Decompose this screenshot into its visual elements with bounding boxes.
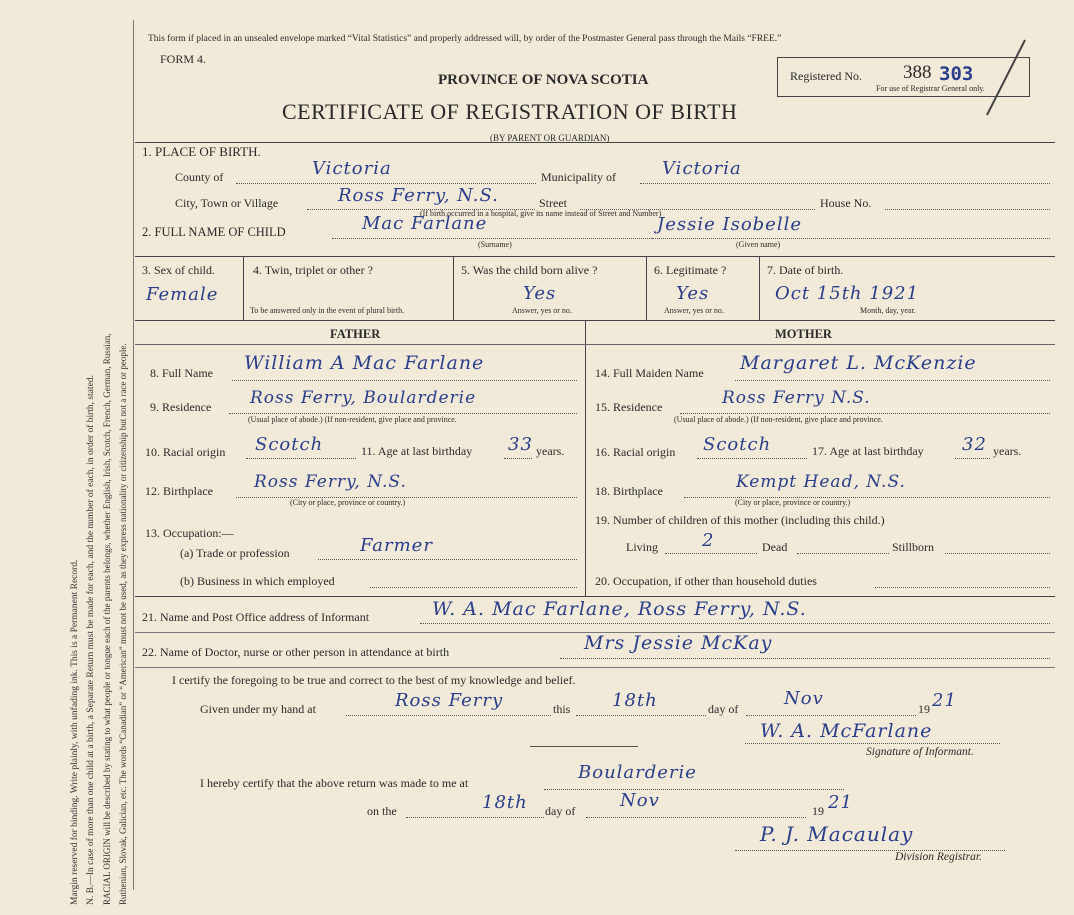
informant-signature: W. A. McFarlane [760,720,933,742]
month-line [746,715,916,716]
registrar-note: For use of Registrar General only. [876,84,985,93]
doctor-value: Mrs Jessie McKay [584,632,773,654]
twin-note: To be answered only in the event of plural birth. [250,306,405,315]
mother-bp-note: (City or place, province or country.) [735,498,851,507]
row22-rule [135,667,1055,668]
mother-res-note: (Usual place of abode.) (If non-resident, give place and province. [674,415,883,424]
mother-name-label: 14. Full Maiden Name [595,366,704,380]
registered-stamp: 303 [939,63,974,85]
mother-name-line [735,380,1050,381]
mother-occ-label: 20. Occupation, if other than household duties [595,574,817,588]
registrar-dayof-label: day of [545,804,576,818]
place-of-birth-label: 1. PLACE OF BIRTH. [142,144,261,159]
mother-dead-line [797,553,889,554]
margin-note-1: Margin reserved for binding. Write plainly, with unfading ink. This is a Permanent Record. [70,559,80,905]
alive-label: 5. Was the child born alive ? [461,263,598,277]
cert-year-suffix: 21 [932,690,957,711]
registered-label: Registered No. [790,69,862,83]
parents-divider [585,320,586,596]
mother-living-line [665,553,757,554]
sex-value: Female [146,284,219,305]
father-trade-label: (a) Trade or profession [180,546,290,560]
father-race-line [246,458,356,459]
alive-note: Answer, yes or no. [512,306,572,315]
row3-div-2 [453,256,454,320]
cert-month: Nov [784,688,824,709]
street-label: Street [539,196,567,210]
dob-label: 7. Date of birth. [767,263,844,277]
doctor-line [560,658,1050,659]
father-bp-line [236,497,577,498]
dob-value: Oct 15th 1921 [775,283,920,304]
this-day-line [576,715,706,716]
mother-race: Scotch [703,434,772,455]
mother-heading: MOTHER [775,327,832,341]
alive-value: Yes [523,283,557,304]
row3-top-rule [135,256,1055,257]
father-heading: FATHER [330,327,381,341]
father-res-line [229,413,577,414]
given-note: (Given name) [736,240,781,249]
mother-age: 32 [962,434,987,455]
father-trade-line [318,559,577,560]
registrar-year-suffix: 21 [828,792,853,813]
registrar-title: Division Registrar. [895,851,982,863]
mother-name: Margaret L. McKenzie [740,352,977,374]
father-age: 33 [508,434,533,455]
father-race: Scotch [255,434,324,455]
top-rule [135,142,1055,143]
surname-line [332,238,652,239]
father-years: years. [536,444,565,458]
margin-note-2: N. B.—In case of more than one child at a birth, a Separate Return must be made for each, and the number of each, in order of birth, stated. [86,375,96,905]
registrar-on-label: on the [367,804,397,818]
mother-living-label: Living [626,540,658,554]
twin-label: 4. Twin, triplet or other ? [253,263,373,277]
parents-bottom-rule [135,596,1055,597]
mother-age-line [955,458,990,459]
row3-div-3 [646,256,647,320]
mother-dead-label: Dead [762,540,788,554]
house-line [885,209,1050,210]
row3-div-4 [759,256,760,320]
county-label: County of [175,170,224,184]
mother-bp-label: 18. Birthplace [595,484,663,498]
registered-number: 388 [903,62,932,83]
section-divider [530,746,638,747]
mother-residence: Ross Ferry N.S. [722,388,871,408]
child-name-label: 2. FULL NAME OF CHILD [142,225,286,239]
postal-notice: This form if placed in an unsealed envelope marked “Vital Statistics” and properly addressed will, by order of the Postmaster General pass through the Mails “FREE.” [148,34,782,44]
margin-note-3: RACIAL ORIGIN will be described by stating to what people or tongue each of the parents belongs, whether English, Irish, Scotch, French, German, Russian, [102,333,112,905]
given-place: Ross Ferry [395,690,504,711]
row3-bottom-rule [135,320,1055,321]
certificate-subtitle: (BY PARENT OR GUARDIAN) [490,133,610,143]
doctor-label: 22. Name of Doctor, nurse or other person in attendance at birth [142,645,450,659]
city-value: Ross Ferry, N.S. [338,185,499,206]
father-res-label: 9. Residence [150,400,212,414]
cert-year-prefix: 19 [918,702,930,716]
mother-res-line [680,413,1050,414]
mother-res-label: 15. Residence [595,400,663,414]
informant-line [420,623,1050,624]
certify-text: I certify the foregoing to be true and correct to the best of my knowledge and belief. [172,673,576,687]
informant-value: W. A. Mac Farlane, Ross Ferry, N.S. [432,598,807,620]
day-of-label: day of [708,702,739,716]
form-number: FORM 4. [160,52,207,66]
mother-birthplace: Kempt Head, N.S. [736,472,906,492]
father-race-label: 10. Racial origin [145,445,226,459]
dob-note: Month, day, year. [860,306,916,315]
father-occ-label: 13. Occupation:— [145,526,234,540]
mother-stillborn-line [945,553,1050,554]
father-birthplace: Ross Ferry, N.S. [254,472,407,492]
father-bp-note: (City or place, province or country.) [290,498,406,507]
mother-heading-rule [585,344,1055,345]
given-line [652,238,1050,239]
mother-occ-line [875,587,1050,588]
sex-label: 3. Sex of child. [142,263,215,277]
mother-race-line [697,458,807,459]
city-label: City, Town or Village [175,196,279,210]
province-heading: PROVINCE OF NOVA SCOTIA [438,72,649,88]
registrar-signature: P. J. Macaulay [760,822,914,846]
father-residence: Ross Ferry, Boularderie [250,388,477,408]
father-business-line [370,587,577,588]
county-value: Victoria [312,158,392,179]
father-name-line [232,380,577,381]
given-label: Given under my hand at [200,702,316,716]
registrar-day: 18th [482,792,528,813]
registrar-month-line [586,817,806,818]
margin-divider [133,20,134,890]
hospital-note: (If birth occurred in a hospital, give its name instead of Street and Number) [420,209,662,218]
child-given-name: Jessie Isobelle [657,214,802,235]
mother-living: 2 [702,530,715,551]
row3-div-1 [243,256,244,320]
municipality-value: Victoria [662,158,742,179]
certificate-title: CERTIFICATE OF REGISTRATION OF BIRTH [282,99,738,124]
informant-label: 21. Name and Post Office address of Informant [142,610,370,624]
registrar-year-prefix: 19 [812,804,824,818]
margin-note-4: Ruthenian, Slovak, Galician, etc. The words “Canadian” or “American” must not be used, as they express nationality or citizenship but not a race or people. [118,343,128,905]
father-age-line [504,458,532,459]
father-business-label: (b) Business in which employed [180,574,335,588]
registrar-day-line [406,817,544,818]
legit-note: Answer, yes or no. [664,306,724,315]
house-label: House No. [820,196,872,210]
mother-stillborn-label: Stillborn [892,540,935,554]
municipality-line [640,183,1050,184]
mother-children-label: 19. Number of children of this mother (including this child.) [595,513,885,527]
father-heading-rule [135,344,585,345]
registrar-place-line [544,789,844,790]
this-label: this [553,702,571,716]
county-line [236,183,536,184]
mother-years: years. [993,444,1022,458]
father-name: William A Mac Farlane [244,352,485,374]
registrar-place: Boularderie [578,762,697,783]
informant-sig-line [745,743,1000,744]
given-place-line [346,715,551,716]
surname-note: (Surname) [478,240,512,249]
registrar-statement: I hereby certify that the above return was made to me at [200,776,469,790]
father-bp-label: 12. Birthplace [145,484,213,498]
legit-value: Yes [676,283,710,304]
father-res-note: (Usual place of abode.) (If non-resident, give place and province. [248,415,457,424]
child-surname: Mac Farlane [362,213,488,234]
legit-label: 6. Legitimate ? [654,263,727,277]
father-name-label: 8. Full Name [150,366,213,380]
mother-race-label: 16. Racial origin [595,445,676,459]
this-day: 18th [612,690,658,711]
father-age-label: 11. Age at last birthday [361,444,473,458]
mother-age-label: 17. Age at last birthday [812,444,924,458]
pen-stroke [975,35,1035,125]
father-trade: Farmer [360,535,433,556]
informant-sig-label: Signature of Informant. [866,746,974,758]
registrar-month: Nov [620,790,660,811]
municipality-label: Municipality of [541,170,616,184]
